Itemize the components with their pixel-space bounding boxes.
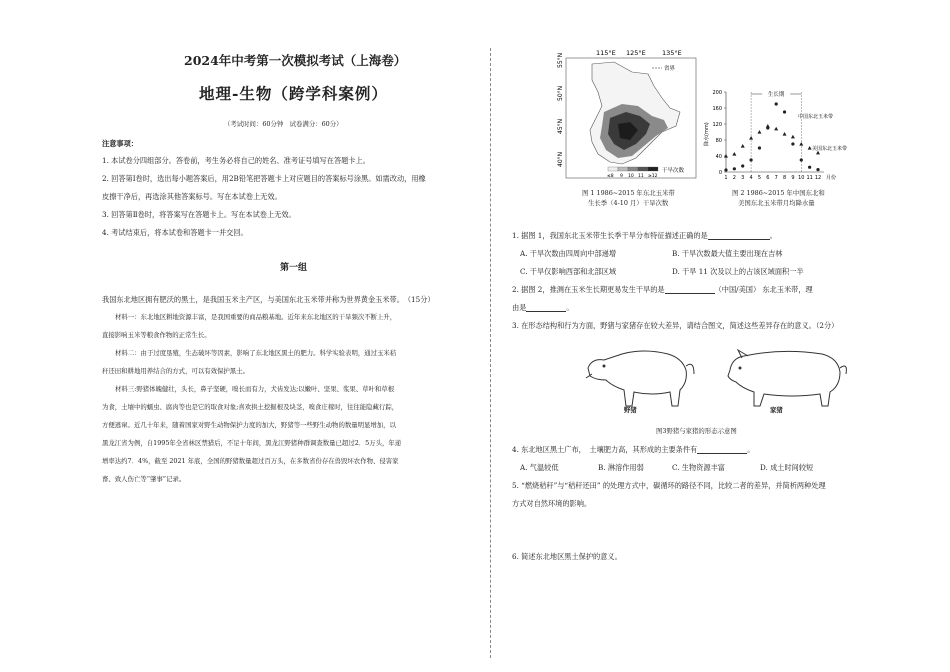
question-2-reason bbox=[512, 303, 574, 312]
group-heading: 第一组 bbox=[280, 263, 308, 273]
scale-tick: ≤8 bbox=[607, 174, 614, 179]
question-1-stem: 1. 据图 1，我国东北玉米带生长季干旱分布特征描述正确的是 bbox=[512, 231, 708, 240]
x-tick-label: 10 bbox=[798, 175, 805, 181]
exam-info: （考试时间：60分钟 试卷满分：60分） bbox=[224, 120, 343, 128]
answer-blank[interactable] bbox=[708, 231, 770, 240]
lat-labels bbox=[557, 53, 564, 167]
q4-option-a[interactable]: A. 气温较低 bbox=[520, 463, 559, 472]
y-axis-label: 降水(mm) bbox=[704, 122, 710, 146]
answer-blank[interactable] bbox=[526, 303, 566, 312]
question-5-cont: 方式对自然环境的影响。 bbox=[512, 499, 592, 508]
question-4-stem: 4. 东北地区黑土广布， 土壤肥力高，其形成的主要条件有 bbox=[512, 445, 698, 454]
figure2-precip-chart bbox=[700, 82, 860, 186]
question-2 bbox=[512, 285, 813, 294]
material-line: 为食，土壤中的蠕虫、腐肉等也是它的取食对象;喜欢拱土挖掘根及块茎，嗅食庄稼时，往往能隐藏行踪， bbox=[102, 403, 399, 411]
figure1-drought-map bbox=[552, 46, 702, 196]
drought-scale bbox=[607, 166, 685, 179]
scale-tick: ≥12 bbox=[648, 174, 658, 179]
material-line: 材料一：东北地区耕地资源丰富，是我国重要的商品粮基地。近年来东北地区的干旱频次不断上升， bbox=[115, 313, 397, 321]
x-tick-label: 6 bbox=[766, 175, 770, 181]
notice-item: 4. 考试结束后，将本试卷和答题卡一并交回。 bbox=[102, 228, 248, 237]
series-point-china bbox=[758, 146, 761, 149]
notice-item: 皮擦干净后，再选涂其他答案标号。写在本试卷上无效。 bbox=[102, 192, 282, 201]
notice-item: 3. 回答第Ⅱ卷时，将答案写在答题卡上。写在本试卷上无效。 bbox=[102, 210, 296, 219]
legend-usa: 美国东北玉米带 bbox=[812, 146, 848, 152]
question-1 bbox=[512, 231, 777, 240]
q4-option-d[interactable]: D. 成土时间较短 bbox=[760, 463, 814, 472]
column-divider bbox=[490, 48, 491, 658]
question-1-end: 。 bbox=[769, 231, 777, 240]
series-point-china bbox=[808, 166, 811, 169]
scale-tick: 9 bbox=[620, 174, 623, 179]
y-tick-label: 80 bbox=[715, 138, 722, 144]
series-point-usa bbox=[757, 130, 761, 134]
exam-title: 2024年中考第一次模拟考试（上海卷） bbox=[184, 53, 407, 68]
question-5: 5. “燃烧秸秆”与“秸秆还田” 的处理方式中，碳循环的路径不同，比较二者的差异，并简析两种处理 bbox=[512, 481, 826, 490]
y-tick-label: 40 bbox=[715, 154, 722, 160]
series-point-china bbox=[724, 168, 727, 171]
domestic-pig-drawing bbox=[728, 350, 846, 406]
series-point-usa bbox=[749, 136, 753, 140]
growth-period-label: 生长期 bbox=[767, 92, 785, 98]
series-point-china bbox=[783, 110, 786, 113]
lon-label: 115°E bbox=[596, 49, 616, 57]
series-point-usa bbox=[774, 127, 778, 131]
y-tick-label: 0 bbox=[718, 170, 722, 176]
series-point-usa bbox=[732, 152, 736, 156]
series-point-usa bbox=[783, 132, 787, 136]
figure2-caption: 图 2 1986~2015 年中国东北和 bbox=[732, 189, 825, 197]
series-point-china bbox=[733, 167, 736, 170]
x-tick-label: 11 bbox=[806, 175, 813, 181]
series-point-china bbox=[749, 158, 752, 161]
lat-label: 45°N bbox=[557, 118, 564, 134]
group-intro: 我国东北地区拥有肥沃的黑土，是我国玉米主产区，与美国东北玉米带并称为世界黄金玉米带。 （15分） bbox=[102, 295, 435, 304]
question-2-part1: 2. 据图 2，推测在玉米生长期更易发生干旱的是 bbox=[512, 285, 665, 294]
series-point-china bbox=[816, 168, 819, 171]
question-2-part2: （中国/美国） 东北玉米带，理 bbox=[714, 285, 813, 294]
legend-china: 中国东北玉米带 bbox=[798, 114, 834, 120]
wild-boar-drawing bbox=[586, 351, 694, 406]
question-6: 6. 简述东北地区黑土保护的意义。 bbox=[512, 552, 622, 561]
lat-label: 55°N bbox=[557, 52, 564, 68]
y-tick-label: 160 bbox=[712, 106, 722, 112]
x-tick-label: 1 bbox=[724, 175, 728, 181]
q4-option-c[interactable]: C. 生物资源丰富 bbox=[672, 463, 725, 472]
question-3: 3. 在形态结构和行为方面，野猪与家猪存在较大差异，请结合图文，简述这些差异存在的意义。（2分） bbox=[512, 321, 839, 330]
q1-option-c[interactable]: C. 干旱仅影响西部和北部区域 bbox=[520, 267, 617, 276]
q1-option-a[interactable]: A. 干旱次数由四周向中部递增 bbox=[520, 249, 617, 258]
lat-label: 40°N bbox=[557, 151, 564, 167]
scale-tick: 11 bbox=[638, 174, 644, 179]
material-line: 增率达约7．4%，截至 2021 年底，全国的野猪数量超过百万头，在多数省份存在兽毁坏农作物、侵害家 bbox=[102, 457, 399, 465]
material-line: 畜、致人伤亡等“肇事”记录。 bbox=[102, 475, 186, 483]
series-point-china bbox=[791, 142, 794, 145]
scale-label: 干旱次数 bbox=[662, 168, 685, 174]
material-line: 直接影响玉米等粮食作物的正常生长。 bbox=[102, 331, 211, 339]
y-tick-label: 200 bbox=[712, 90, 722, 96]
notice-heading: 注意事项： bbox=[102, 139, 138, 148]
series-point-usa bbox=[791, 135, 795, 139]
material-line: 秆还田和耕地用养结合的方式，可以有效保护黑土。 bbox=[102, 367, 249, 375]
lat-label: 50°N bbox=[557, 85, 564, 101]
series-point-china bbox=[741, 164, 744, 167]
x-tick-label: 9 bbox=[791, 175, 795, 181]
q1-option-b[interactable]: B. 干旱次数最大值主要出现在吉林 bbox=[672, 249, 783, 258]
figure1-caption: 生长季（4-10 月）干旱次数 bbox=[588, 199, 669, 207]
question-4-end: 。 bbox=[747, 445, 755, 454]
domestic-pig-label: 家猪 bbox=[770, 406, 783, 414]
figure3-caption: 图3野猪与家猪的形态示意图 bbox=[656, 427, 737, 435]
question-4 bbox=[512, 445, 754, 454]
q1-option-d[interactable]: D. 干旱 11 次及以上的占该区域面积一半 bbox=[672, 267, 804, 276]
answer-blank[interactable] bbox=[665, 285, 715, 294]
q4-option-b[interactable]: B. 淋溶作用弱 bbox=[598, 463, 644, 472]
x-axis-label: 月份 bbox=[826, 175, 837, 181]
answer-blank[interactable] bbox=[697, 445, 747, 454]
y-tick-label: 120 bbox=[712, 122, 722, 128]
scale-tick: 10 bbox=[628, 174, 634, 179]
x-tick-label: 2 bbox=[732, 175, 736, 181]
material-line: 材料二：由于过度垦殖，生态破坏等因素，影响了东北地区黑土的肥力。科学实验表明，通过玉米秸 bbox=[115, 349, 397, 357]
notice-item: 1. 本试卷分四组部分。答卷前，考生务必将自己的姓名、准考证号填写在答题卡上。 bbox=[102, 156, 370, 165]
legend-boundary: 省界 bbox=[664, 66, 676, 72]
material-line: 黑龙江省为例，自1995年全省林区禁猎后，不足十年间，黑龙江野猪种群调查数量已超过2．5万头，年递 bbox=[102, 439, 402, 447]
x-tick-label: 5 bbox=[757, 175, 762, 181]
question-2-end: 。 bbox=[566, 303, 574, 312]
notice-item: 2. 回答第Ⅰ卷时，选出每小题答案后，用2B铅笔把答题卡上对应题目的答案标号涂黑。如需改动，用橡 bbox=[102, 174, 426, 183]
x-tick-label: 4 bbox=[749, 175, 753, 181]
series-point-usa bbox=[741, 144, 745, 148]
x-tick-label: 7 bbox=[774, 175, 778, 181]
figure2-caption: 美国东北玉米带月均降水量 bbox=[738, 199, 815, 207]
wild-boar-label: 野猪 bbox=[624, 406, 637, 414]
series-point-china bbox=[800, 158, 803, 161]
x-tick-label: 3 bbox=[741, 175, 745, 181]
series-point-usa bbox=[766, 124, 770, 128]
question-2-part3: 由是 bbox=[512, 303, 527, 312]
x-tick-label: 8 bbox=[782, 175, 787, 181]
lon-label: 125°E bbox=[626, 49, 646, 57]
subject-title: 地理-生物（跨学科案例） bbox=[199, 84, 388, 103]
material-line: 材料三:野猪体魄健壮，头长，鼻子坚硬，嗅长而有力，犬齿发达;以嫩叶、坚果、浆果、草叶和草根 bbox=[115, 385, 395, 393]
lon-label: 135°E bbox=[662, 49, 682, 57]
series-point-china bbox=[775, 102, 778, 105]
figure1-caption: 图 1 1986~2015 年东北玉米带 bbox=[582, 189, 675, 197]
material-line: 方便逃窜。近几十年来，随着国家对野生动物保护力度的加大，野猪等一些野生动物的数量明显增加，以 bbox=[102, 421, 396, 429]
series-point-usa bbox=[799, 142, 803, 146]
x-tick-label: 12 bbox=[814, 175, 822, 181]
